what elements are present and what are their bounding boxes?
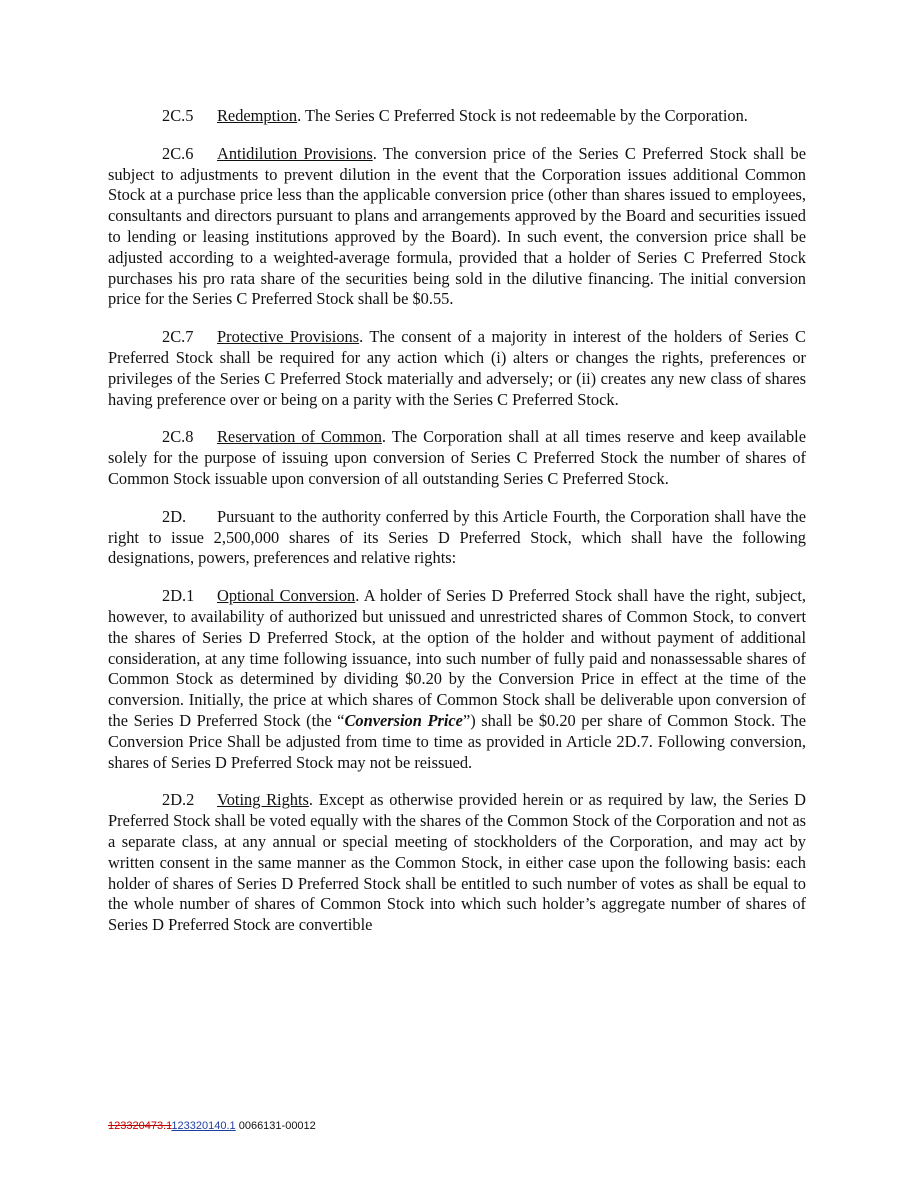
section-text-continued: ”) shall be $0.20 per share of Common Stock. The Conversion Price Shall be adjusted from time to time as provided in Article 2D.7. Following conversion, shares of Series D Preferred Stock may not be reissued. [108,710,806,772]
section-2d2 [108,790,806,936]
footer-doc-number: 0066131-00012 [235,1120,316,1132]
section-text: . The Corporation shall at all times reserve and keep available solely for the purpose of issuing upon conversion of Series C Preferred Stock the number of shares of Common Stock issuable upon conversion of all outstanding Series C Preferred Stock. [108,427,806,488]
section-number: 2C.7 [162,327,194,347]
section-heading: Optional Conversion [217,586,356,606]
section-text: . The conversion price of the Series C Preferred Stock shall be subject to adjustments to prevent dilution in the event that the Corporation issues additional Common Stock at a purchase price less than the applicable conversion price (other than shares issued to employees, consultants and directors pursuant to plans and arrangements approved by the Board and securities issued to lending or leasing institutions approved by the Board). In such event, the conversion price shall be adjusted according to a weighted-average formula, provided that a holder of Series C Preferred Stock purchases his pro rata share of the securities being sold in the dilutive financing. The initial conversion price for the Series C Preferred Stock shall be $0.55. [108,143,806,309]
section-text: . The consent of a majority in interest of the holders of Series C Preferred Stock shall be required for any action which (i) alters or changes the rights, preferences or privileges of the Series C Preferred Stock materially and adversely; or (ii) creates any new class of shares having preference over or being on a parity with the Series C Preferred Stock. [108,327,806,409]
section-2c6 [108,144,806,310]
section-heading: Redemption [217,106,298,125]
section-heading: Voting Rights [217,790,309,810]
document-page [108,106,806,953]
section-text: . The Series C Preferred Stock is not redeemable by the Corporation. [297,106,748,125]
section-2c5 [108,106,806,127]
section-2d1 [108,586,806,773]
section-number: 2D.2 [162,790,195,810]
section-heading: Antidilution Provisions [217,143,373,163]
footer-inserted-id: 123320140.1 [171,1120,236,1132]
defined-term: Conversion Price [344,710,463,730]
section-number: 2D.1 [162,586,195,606]
section-number: 2C.6 [162,143,194,163]
section-2d [108,507,806,569]
section-2c7 [108,327,806,410]
section-text: Pursuant to the authority conferred by this Article Fourth, the Corporation shall have the right to issue 2,500,000 shares of its Series D Preferred Stock, which shall have the following designations, powers, preferences and relative rights: [108,506,806,568]
section-text: . Except as otherwise provided herein or as required by law, the Series D Preferred Stock shall be voted equally with the shares of the Common Stock of the Corporation and not as a separate class, at any annual or special meeting of stockholders of the Corporation, and may act by written consent in the same manner as the Common Stock, in either case upon the following basis: each holder of shares of Series D Preferred Stock shall be entitled to such number of votes as shall be equal to the whole number of shares of Common Stock into which such holder’s aggregate number of shares of Series D Preferred Stock are convertible [108,790,806,935]
footer-deleted-id: 123320473.1 [108,1120,172,1132]
section-heading: Reservation of Common [217,427,382,447]
section-number: 2C.8 [162,427,194,447]
section-heading: Protective Provisions [217,327,360,347]
section-number: 2C.5 [162,106,194,125]
section-text: . A holder of Series D Preferred Stock shall have the right, subject, however, to availability of authorized but unissued and unrestricted shares of Common Stock, to convert the shares of Series D Preferred Stock, at the option of the holder and without payment of additional consideration, at any time following issuance, into such number of fully paid and nonassessable shares of Common Stock as determined by dividing $0.20 by the Conversion Price in effect at the time of the conversion. Initially, the price at which shares of Common Stock shall be deliverable upon conversion of the Series D Preferred Stock (the “ [108,586,806,730]
document-footer [108,1119,316,1133]
section-number: 2D. [162,506,187,526]
section-2c8 [108,427,806,489]
